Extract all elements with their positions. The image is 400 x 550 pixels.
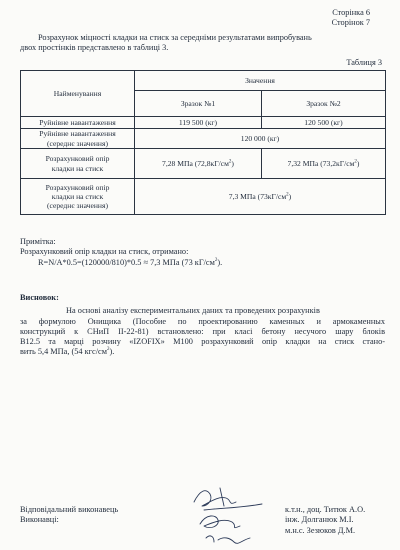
sample2-label: Зразок №2 [306, 98, 341, 108]
superscript: 2 [228, 159, 232, 165]
note-text: Розрахунковий опір кладки на стиск, отримано: [20, 247, 189, 256]
row-value-text: 7,32 МПа (73,2кГ/см [287, 158, 355, 168]
table-row [21, 179, 386, 215]
conclusion-line: за формулою Онищика (Пособие по проектированию каменных и армокаменных [20, 317, 385, 326]
row-value-text: 7,28 МПа (72,8кГ/см [162, 158, 229, 168]
superscript: 2 [214, 258, 218, 264]
performers-label: Виконавці: [20, 515, 59, 524]
row-value-text: 119 500 (кг) [178, 117, 218, 127]
row-value-text: 120 500 (кг) [304, 117, 343, 127]
page-count: Сторінок 7 [331, 18, 370, 27]
sample1-header [135, 91, 262, 117]
header-name-cell [21, 71, 135, 117]
person-2: інж. Долганюк М.І. [285, 515, 354, 524]
row-value-text: ) [231, 158, 234, 168]
row-value [262, 117, 386, 129]
header-values-cell [135, 71, 386, 91]
superscript: 2 [286, 192, 289, 198]
row-value-text: 7,3 МПа (73кГ/см [228, 191, 287, 201]
row-label-text: кладки на стиск [51, 163, 104, 173]
note-title: Примітка: [20, 237, 56, 246]
formula-text: R=N/A*0.5=(120000/810)*0.5 ≈ 7,3 МПа (73 кГ/см [38, 258, 215, 267]
handwritten-signatures [180, 480, 270, 548]
row-label-text: Розрахунковий опір [45, 154, 110, 164]
col-name-header: Найменування [53, 88, 102, 98]
row-label-text: (середнє значення) [47, 138, 108, 148]
page-number: Сторінка 6 [332, 8, 370, 17]
row-value-text: ) [356, 158, 360, 168]
superscript: 2 [354, 159, 357, 165]
row-value [135, 149, 262, 179]
row-value [262, 149, 386, 179]
row-value [135, 129, 386, 149]
row-label-text: Розрахунковий опір [45, 182, 110, 192]
conclusion-text: вить 5,4 МПа, (54 кгс/см [20, 347, 107, 356]
table-row [21, 149, 386, 179]
row-label [21, 129, 135, 149]
row-label-text: Руйнівне навантаження [39, 117, 116, 127]
table-row [21, 117, 386, 129]
row-value-text: ) [288, 191, 292, 201]
table-caption: Таблиця 3 [346, 58, 382, 67]
row-label-text: Руйнівне навантаження [39, 129, 116, 139]
conclusion-title: Висновок: [20, 293, 59, 302]
row-label [21, 117, 135, 129]
conclusion-line: B12.5 та марці розчину «IZOFIX» М100 розрахунковий опір кладки на стиск стано- [20, 337, 385, 346]
person-3: м.н.с. Зезюков Д.М. [285, 526, 356, 535]
row-value-text: 120 000 (кг) [240, 133, 280, 143]
row-value [135, 117, 262, 129]
row-label-text: (середнє значення) [47, 201, 108, 211]
row-label [21, 149, 135, 179]
note-formula [38, 258, 222, 268]
conclusion-line: конструкций к СНиП II-22-81) встановлено: при класі бетону несучого шару блоків [20, 327, 385, 336]
table-row [21, 129, 386, 149]
row-label [21, 179, 135, 215]
intro-line-1: Розрахунок міцності кладки на стиск за середніми результатами випробувань [38, 33, 312, 42]
sample2-header [262, 91, 386, 117]
person-1: к.т.н., доц. Титюк А.О. [285, 505, 366, 514]
conclusion-text: ). [109, 347, 115, 356]
row-label-text: кладки на стиск [51, 191, 104, 201]
responsible-label: Відповідальний виконавець [20, 505, 119, 514]
conclusion-line [20, 347, 114, 357]
formula-end: ). [217, 258, 223, 267]
results-table [20, 70, 386, 215]
superscript: 2 [106, 347, 110, 353]
sample1-label: Зразок №1 [180, 98, 216, 108]
row-value [135, 179, 386, 215]
intro-line-2: двох простінків представлено в таблиці 3. [20, 43, 169, 52]
conclusion-line: На основі аналізу експериментальних даних та проведених розрахунків [66, 306, 320, 315]
col-values-header: Значення [245, 75, 275, 85]
